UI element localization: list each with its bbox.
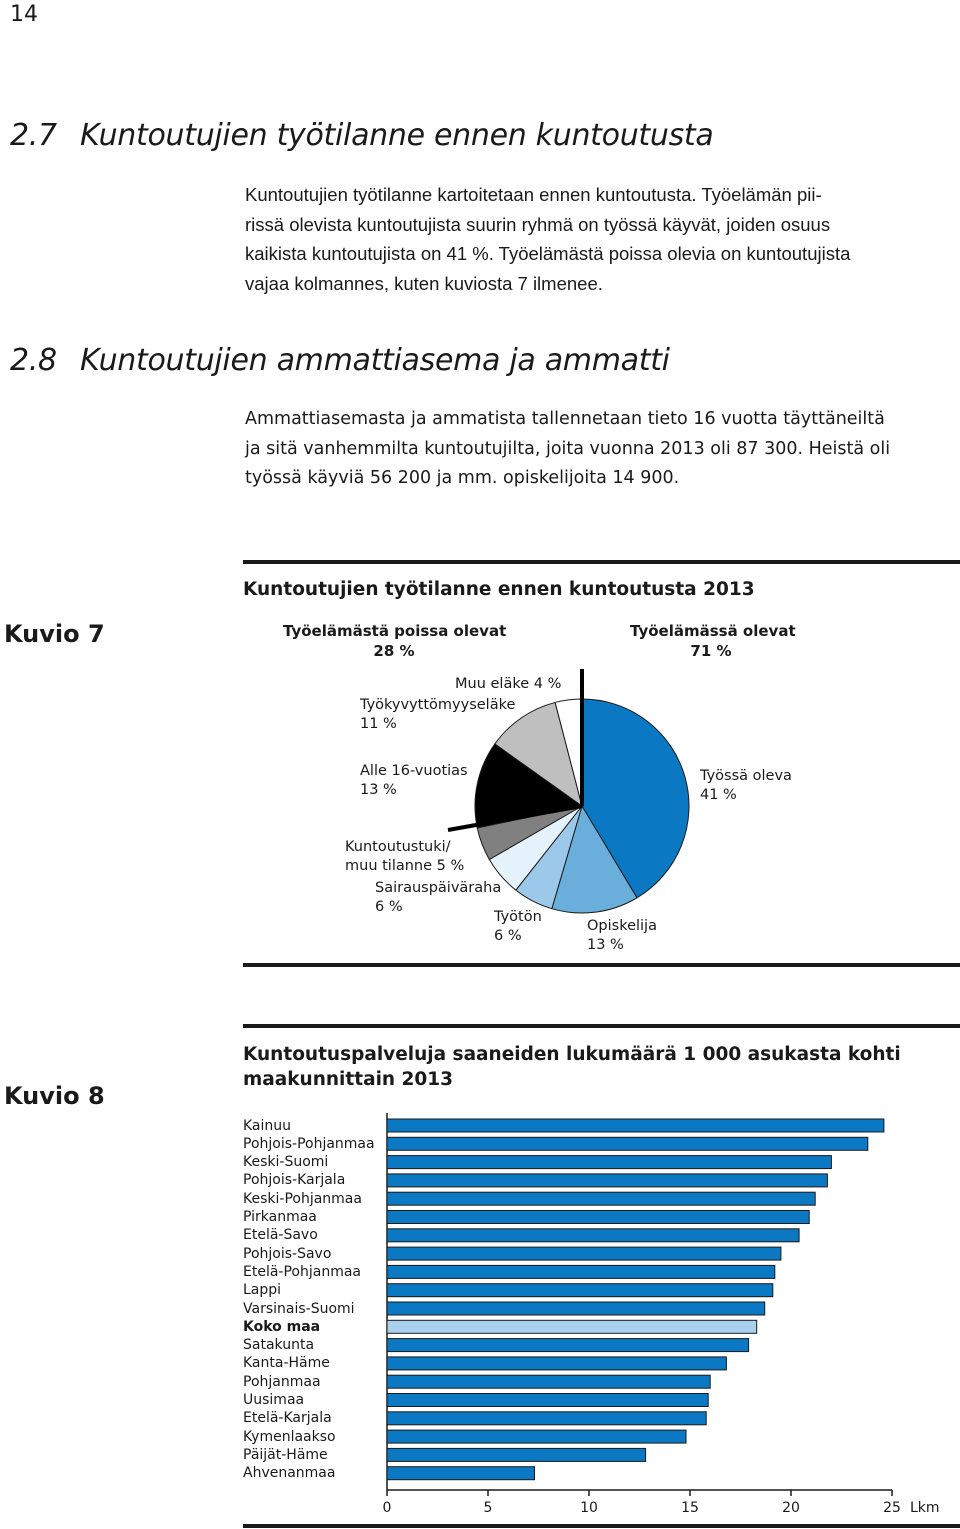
bar-9 [387, 1284, 773, 1297]
paragraph-line: Kuntoutujien työtilanne kartoitetaan ennen kuntoutusta. Työelämän pii- [245, 184, 822, 205]
bar-3 [387, 1174, 827, 1187]
section-number: 2.7 [10, 118, 57, 153]
region-label: Pohjanmaa [243, 1373, 321, 1390]
region-label: Satakunta [243, 1337, 315, 1354]
slice-value: 6 % [375, 899, 403, 915]
slice-value: 6 % [494, 928, 522, 944]
axis-unit-label: Lkm [910, 1500, 940, 1516]
bar-12 [387, 1339, 749, 1352]
bar-2 [387, 1156, 831, 1169]
bar-17 [387, 1430, 686, 1443]
bar-8 [387, 1265, 775, 1278]
section-number: 2.8 [10, 343, 57, 378]
region-label: Pirkanmaa [243, 1209, 317, 1225]
slice-value: 4 % [533, 676, 562, 692]
x-tick-label: 5 [483, 1500, 493, 1516]
region-label: Keski-Suomi [243, 1154, 329, 1171]
region-label: Keski-Pohjanmaa [243, 1190, 362, 1207]
figure-8-bottom-rule [243, 1524, 960, 1528]
group-in-pct: 71 % [690, 642, 732, 660]
slice-name: Alle 16-vuotias [360, 763, 468, 779]
region-label: Etelä-Savo [243, 1227, 318, 1244]
group-out-pct: 28 % [373, 642, 415, 660]
region-label: Pohjois-Pohjanmaa [243, 1135, 375, 1152]
region-label: Koko maa [243, 1318, 321, 1335]
page-number: 14 [10, 2, 38, 27]
bar-15 [387, 1394, 708, 1407]
bar-7 [387, 1247, 781, 1260]
bar-10 [387, 1302, 765, 1315]
section-title: Kuntoutujien työtilanne ennen kuntoutusta [80, 118, 714, 153]
bar-13 [387, 1357, 726, 1370]
region-label: Kymenlaakso [243, 1428, 336, 1445]
slice-value: 41 % [700, 787, 737, 803]
region-label: Kainuu [243, 1117, 292, 1134]
slice-name: Sairauspäiväraha [375, 880, 502, 896]
slice-name-cont: muu tilanne 5 % [345, 858, 465, 874]
bar-6 [387, 1229, 799, 1242]
slice-name: Muu eläke [455, 676, 530, 692]
paragraph-line: rissä olevista kuntoutujista suurin ryhmä on työssä käyvät, joiden osuus [245, 213, 831, 235]
slice-name: Työtön [494, 909, 542, 925]
paragraph-line: kaikista kuntoutujista on 41 %. Työelämästä poissa olevia on kuntoutujista [245, 243, 851, 264]
bar-11 [387, 1320, 757, 1333]
group-out-name: Työelämästä poissa olevat [283, 622, 507, 640]
region-label: Varsinais-Suomi [243, 1300, 355, 1317]
bar-18 [387, 1448, 646, 1461]
bar-0 [387, 1119, 884, 1132]
x-tick-label: 0 [382, 1500, 392, 1516]
bar-16 [387, 1412, 706, 1425]
paragraph-line: Ammattiasemasta ja ammatista tallennetaan tieto 16 vuotta täyttäneiltä [245, 409, 885, 429]
title-line: maakunnittain 2013 [243, 1069, 454, 1090]
figure-7-label: Kuvio 7 [4, 620, 105, 648]
region-label: Uusimaa [243, 1392, 305, 1408]
x-tick-label: 20 [782, 1500, 800, 1516]
paragraph-line: vajaa kolmannes, kuten kuviosta 7 ilmenee. [245, 272, 603, 294]
region-label: Kanta-Häme [243, 1355, 330, 1372]
title-line: Kuntoutuspalveluja saaneiden lukumäärä 1 000 asukasta kohti [243, 1044, 901, 1065]
slice-name: Työssä oleva [700, 768, 792, 784]
region-label: Ahvenanmaa [243, 1465, 336, 1482]
region-label: Etelä-Pohjanmaa [243, 1263, 361, 1280]
group-in-name: Työelämässä olevat [630, 622, 796, 640]
x-tick-label: 15 [681, 1500, 699, 1516]
slice-name: Työkyvyttömyyseläke [360, 697, 516, 713]
paragraph-line: työssä käyviä 56 200 ja mm. opiskelijoita 14 900. [245, 468, 680, 488]
slice-name: Kuntoutustuki/ [345, 839, 451, 855]
bar-19 [387, 1467, 535, 1480]
region-label: Pohjois-Savo [243, 1245, 332, 1262]
bar-4 [387, 1192, 815, 1205]
section-title: Kuntoutujien ammattiasema ja ammatti [80, 343, 670, 378]
region-label: Lappi [243, 1282, 282, 1299]
x-tick-label: 25 [883, 1500, 901, 1516]
region-label: Päijät-Häme [243, 1446, 328, 1463]
slice-value: 11 % [360, 716, 397, 732]
slice-name: Opiskelija [587, 918, 657, 934]
bar-14 [387, 1375, 710, 1388]
slice-value: 13 % [360, 782, 397, 798]
bar-1 [387, 1137, 868, 1150]
paragraph-line: ja sitä vanhemmilta kuntoutujilta, joita vuonna 2013 oli 87 300. Heistä oli [245, 438, 891, 459]
slice-value: 13 % [587, 937, 624, 953]
region-label: Etelä-Karjala [243, 1410, 332, 1427]
x-tick-label: 10 [580, 1500, 598, 1516]
region-label: Pohjois-Karjala [243, 1172, 346, 1189]
bar-5 [387, 1211, 809, 1224]
figure-7-title: Kuntoutujien työtilanne ennen kuntoutusta 2013 [243, 579, 755, 600]
figure-8-label: Kuvio 8 [4, 1082, 105, 1110]
slice-value: 5 % [436, 858, 465, 874]
